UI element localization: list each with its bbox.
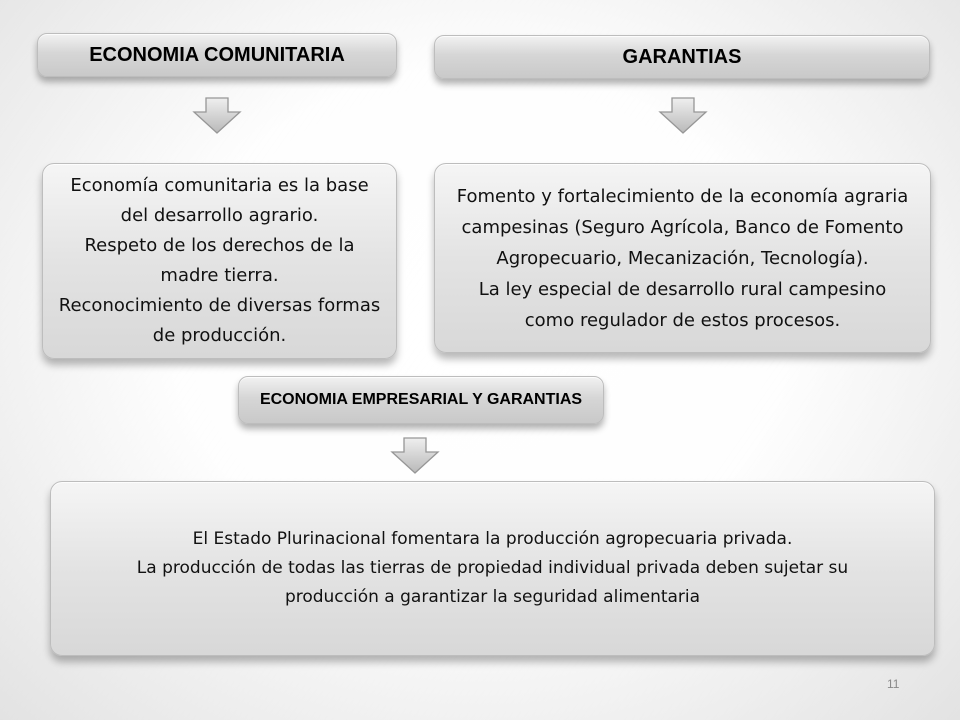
- bottom-line-1: El Estado Plurinacional fomentara la producción agropecuaria privada.: [192, 529, 793, 549]
- box-economia-comunitaria: [42, 163, 397, 359]
- left-line-5: Reconocimiento de diversas formas: [58, 295, 381, 316]
- left-line-4: madre tierra.: [160, 265, 279, 286]
- box-garantias-text: [457, 181, 909, 336]
- header-garantias: [434, 35, 930, 79]
- header-economia-empresarial-y-garantias-label: ECONOMIA EMPRESARIAL Y GARANTIAS: [259, 391, 583, 408]
- right-line-2: campesinas (Seguro Agrícola, Banco de Fomento: [461, 216, 904, 238]
- bottom-line-3: producción a garantizar la seguridad alimentaria: [284, 587, 701, 607]
- down-arrow-icon: [190, 96, 244, 136]
- bottom-line-2: La producción de todas las tierras de propiedad individual privada deben sujetar su: [136, 558, 849, 578]
- box-garantias: [434, 163, 931, 353]
- down-arrow-icon: [656, 96, 710, 136]
- left-line-6: de producción.: [152, 325, 287, 346]
- header-garantias-label: GARANTIAS: [622, 45, 742, 68]
- left-line-1: Economía comunitaria es la base: [70, 175, 369, 196]
- box-economia-empresarial: [50, 481, 935, 656]
- left-line-2: del desarrollo agrario.: [120, 205, 319, 226]
- down-arrow-icon: [388, 436, 442, 476]
- header-economia-empresarial-y-garantias: [238, 376, 604, 424]
- left-line-3: Respeto de los derechos de la: [84, 235, 355, 256]
- box-economia-empresarial-text: [137, 525, 848, 612]
- page-number: 11: [887, 677, 900, 691]
- box-economia-comunitaria-text: [59, 171, 380, 351]
- right-line-4: La ley especial de desarrollo rural campesino: [478, 278, 887, 300]
- right-line-3: Agropecuario, Mecanización, Tecnología).: [496, 247, 869, 269]
- right-line-5: como regulador de estos procesos.: [524, 309, 841, 331]
- header-economia-comunitaria: [37, 33, 397, 77]
- header-economia-comunitaria-label: ECONOMIA COMUNITARIA: [89, 43, 345, 66]
- right-line-1: Fomento y fortalecimiento de la economía agraria: [456, 185, 909, 207]
